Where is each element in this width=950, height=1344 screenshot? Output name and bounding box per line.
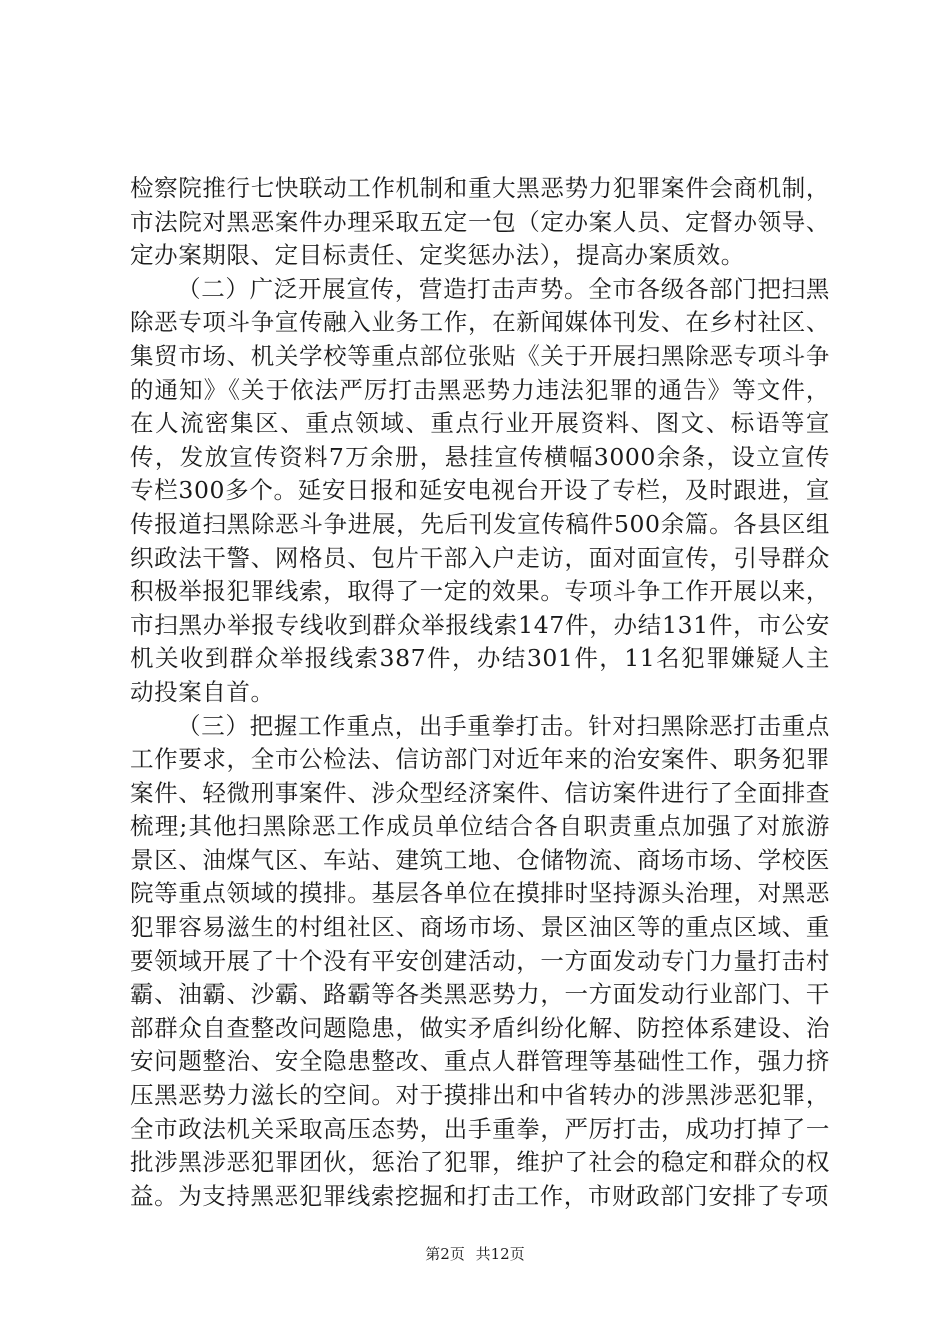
paragraph-continuation: 检察院推行七快联动工作机制和重大黑恶势力犯罪案件会商机制，市法院对黑恶案件办理采取五定一包（定办案人员、定督办领导、定办案期限、定目标责任、定奖惩办法），提高办案质效。 xyxy=(130,174,830,270)
total-pages: 共12页 xyxy=(475,1245,525,1263)
paragraph-publicity: （二）广泛开展宣传，营造打击声势。全市各级各部门把扫黑除恶专项斗争宣传融入业务工作，在新闻媒体刊发、在乡村社区、集贸市场、机关学校等重点部位张贴《关于开展扫黑除恶专项斗争的通知》《关于依法严厉打击黑恶势力违法犯罪的通告》等文件，在人流密集区、重点领域、重点行业开展资料、图文、标语等宣传，发放宣传资料7万余册，悬挂宣传横幅3000余条，设立宣传专栏300多个。延安日报和延安电视台开设了专栏，及时跟进，宣传报道扫黑除恶斗争进展，先后刊发宣传稿件500余篇。各县区组织政法干警、网格员、包片干部入户走访，面对面宣传，引导群众积极举报犯罪线索，取得了一定的效果。专项斗争工作开展以来，市扫黑办举报专线收到群众举报线索147件，办结131件，市公安机关收到群众举报线索387件，办结301件，11名犯罪嫌疑人主动投案自首。 xyxy=(130,274,830,706)
page-number: 第2页 xyxy=(425,1245,465,1263)
document-body xyxy=(130,172,830,1213)
paragraph-key-work: （三）把握工作重点，出手重拳打击。针对扫黑除恶打击重点工作要求，全市公检法、信访部门对近年来的治安案件、职务犯罪案件、轻微刑事案件、涉众型经济案件、信访案件进行了全面排查梳理;其他扫黑除恶工作成员单位结合各自职责重点加强了对旅游景区、油煤气区、车站、建筑工地、仓储物流、商场市场、学校医院等重点领域的摸排。基层各单位在摸排时坚持源头治理，对黑恶犯罪容易滋生的村组社区、商场市场、景区油区等的重点区域、重要领域开展了十个没有平安创建活动，一方面发动专门力量打击村霸、油霸、沙霸、路霸等各类黑恶势力，一方面发动行业部门、干部群众自查整改问题隐患，做实矛盾纠纷化解、防控体系建设、治安问题整治、安全隐患整改、重点人群管理等基础性工作，强力挤压黑恶势力滋长的空间。对于摸排出和中省转办的涉黑涉恶犯罪，全市政法机关采取高压态势，出手重拳，严厉打击，成功打掉了一批涉黑涉恶犯罪团伙，惩治了犯罪，维护了社会的稳定和群众的权益。为支持黑恶犯罪线索挖掘和打击工作，市财政部门安排了专项 xyxy=(130,711,830,1210)
page-footer xyxy=(0,1244,950,1264)
